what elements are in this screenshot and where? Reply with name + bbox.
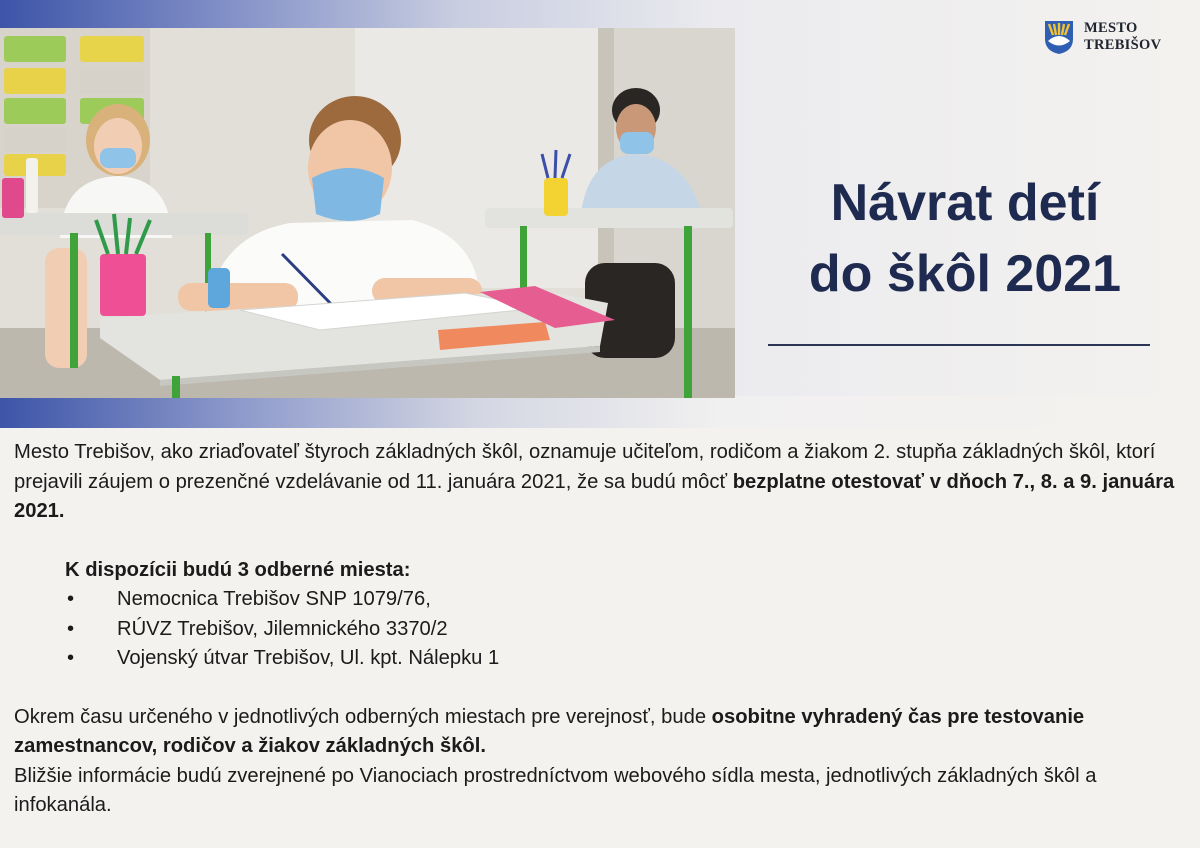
bullet: • bbox=[67, 588, 75, 610]
intro-bold: bezplatne otestovať v dňoch 7., 8. a 9. januára 2021. bbox=[14, 470, 1175, 522]
title-line-2: do škôl 2021 bbox=[808, 245, 1122, 303]
classroom-illustration bbox=[0, 28, 735, 398]
sites-list bbox=[14, 585, 1189, 674]
site-1: Nemocnica Trebišov SNP 1079/76, bbox=[117, 588, 431, 610]
site-2: RÚVZ Trebišov, Jilemnického 3370/2 bbox=[117, 617, 448, 640]
site-3: Vojenský útvar Trebišov, Ul. kpt. Nálepku 1 bbox=[117, 647, 500, 669]
intro-paragraph bbox=[14, 438, 1189, 527]
town-logo bbox=[1043, 19, 1183, 59]
notice-text: Okrem času určeného v jednotlivých odberných miestach pre verejnosť, bude bbox=[14, 705, 712, 728]
list-item bbox=[14, 644, 1189, 674]
title-line-1: Návrat detí bbox=[830, 174, 1100, 232]
list-item bbox=[14, 585, 1189, 615]
logo-line-1: MESTO bbox=[1084, 20, 1138, 36]
classroom-photo bbox=[0, 28, 735, 398]
bullet: • bbox=[67, 647, 75, 669]
notice-paragraph bbox=[14, 703, 1189, 762]
logo-line-2: TREBIŠOV bbox=[1084, 37, 1162, 53]
title-divider bbox=[768, 344, 1150, 346]
notice-bold: osobitne vyhradený čas pre testovanie zamestnancov, rodičov a žiakov základných škôl. bbox=[14, 705, 1085, 757]
coat-of-arms-icon bbox=[1043, 19, 1075, 55]
bullet: • bbox=[67, 617, 75, 640]
list-item bbox=[14, 615, 1189, 645]
more-info-paragraph: Bližšie informácie budú zverejnené po Vianociach prostredníctvom webového sídla mesta, jednotlivých základných škôl a infokanála. bbox=[14, 764, 1097, 816]
header-band-fade bbox=[0, 396, 1200, 428]
page-title bbox=[760, 168, 1170, 310]
sites-heading: K dispozícii budú 3 odberné miesta: bbox=[65, 558, 411, 581]
intro-text: Mesto Trebišov, ako zriaďovateľ štyroch základných škôl, oznamuje učiteľom, rodičom a žiakom 2. stupňa základných škôl, ktorí prejavili záujem o prezenčné vzdelávanie od 11. januára 2021, že sa budú môcť bbox=[14, 441, 1156, 493]
announcement-body bbox=[14, 438, 1189, 821]
